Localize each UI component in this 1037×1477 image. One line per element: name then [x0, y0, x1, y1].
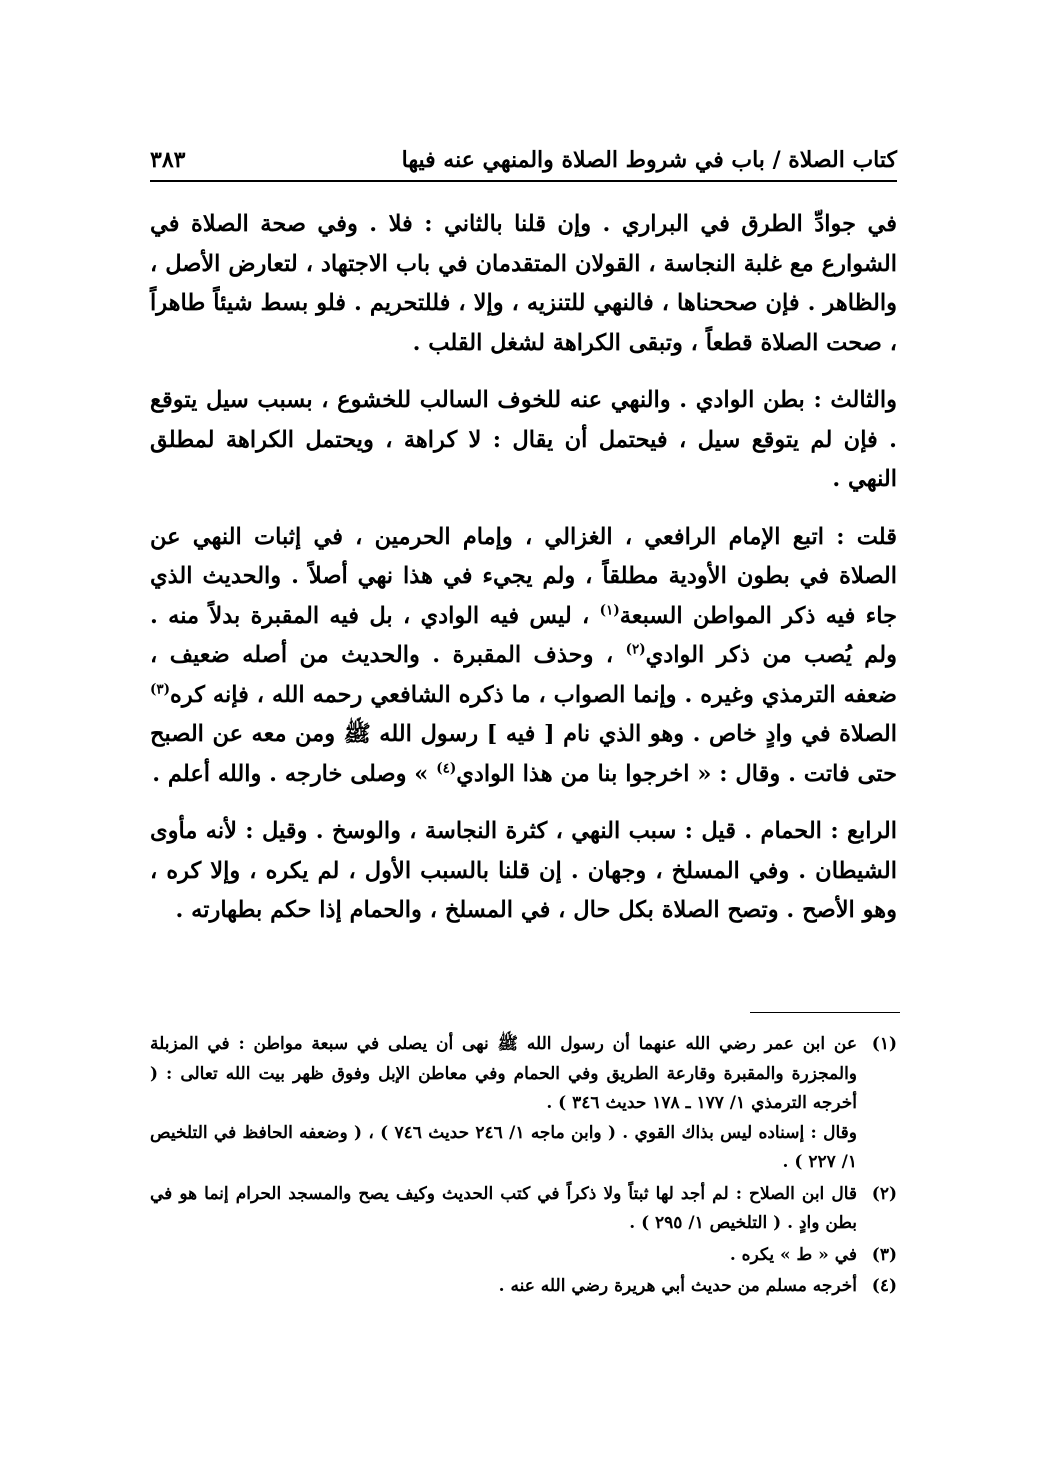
paragraph-4-text: الحمام . قيل : سبب النهي ، كثرة النجاسة ، والوسخ . وقيل : لأنه مأوى الشيطان . وفي المسلخ ، وجهان . إن قلنا بالسبب الأول ، لم يكره ، وإلا كره ، وهو الأصح . وتصح الصلاة بكل حال ، في المسلخ ، والحمام إذا حكم بطهارته . — [150, 818, 897, 923]
footnote-item — [150, 1030, 897, 1178]
paragraph-1-text: في جوادِّ الطرق في البراري . وإن قلنا بالثاني : فلا . وفي صحة الصلاة في الشوارع مع غلبة النجاسة ، القولان المتقدمان في باب الاجتهاد ، لتعارض الأصل ، والظاهر . فإن صححناها ، فالنهي للتنزيه ، وإلا ، فللتحريم . فلو بسط شيئاً طاهراً ، صحت الصلاة قطعاً ، وتبقى الكراهة لشغل القلب . — [150, 211, 897, 356]
footnote-number: (٢) — [871, 1183, 897, 1204]
footnote-item — [150, 1180, 897, 1239]
footnote-divider — [750, 1012, 900, 1013]
footnote-item — [150, 1272, 897, 1302]
running-title: كتاب الصلاة / باب في شروط الصلاة والمنهي عنه فيها — [401, 147, 897, 173]
paragraph-2-text: بطن الوادي . والنهي عنه للخوف السالب للخشوع ، بسبب سيل يتوقع . فإن لم يتوقع سيل ، فيحتمل أن يقال : لا كراهة ، ويحتمل الكراهة لمطلق النهي . — [150, 387, 897, 492]
footnote-item — [150, 1241, 897, 1271]
paragraph-3-text-d: الصلاة في وادٍ خاص . وهو الذي نام [ فيه ] رسول الله ﷺ ومن معه عن الصبح حتى فاتت . وقال : « اخرجوا بنا من هذا الوادي — [150, 721, 897, 787]
footnote-body — [150, 1180, 857, 1239]
paragraph-1 — [150, 205, 897, 363]
page-header — [150, 140, 897, 180]
footnote-text: أخرجه مسلم من حديث أبي هريرة رضي الله عنه . — [498, 1276, 857, 1296]
paragraph-2 — [150, 381, 897, 500]
header-divider — [150, 180, 897, 182]
footnote-number: (٤) — [871, 1276, 897, 1296]
footnote-ref-2[interactable]: (٢) — [625, 641, 646, 658]
footnotes — [150, 1030, 897, 1304]
paragraph-3-lead: قلت : — [836, 523, 897, 550]
paragraph-4 — [150, 812, 897, 931]
footnote-text: في « ط » يكره . — [729, 1244, 857, 1265]
main-text — [150, 205, 897, 949]
footnote-ref-3[interactable]: (٣) — [150, 681, 171, 697]
footnote-body — [150, 1272, 857, 1302]
footnote-ref-1[interactable]: (١) — [599, 602, 620, 618]
paragraph-3-text-c: ، وحذف المقبرة . والحديث من أصله ضعيف ، ضعفه الترمذي وغيره . وإنما الصواب ، ما ذكره الشافعي رحمه الله ، فإنه كره — [150, 642, 897, 708]
footnote-text: عن ابن عمر رضي الله عنهما أن رسول الله ﷺ نهى أن يصلى في سبعة مواطن : في المزبلة والمجزرة والمقبرة وقارعة الطريق وفي الحمام وفي معاطن الإبل وفوق ظهر بيت الله تعالى : ( أخرجه الترمذي ١/ ١٧٧ ـ ١٧٨ حديث ٣٤٦ ) . — [150, 1034, 857, 1113]
paragraph-3-text-b: ، ليس فيه الوادي ، بل فيه المقبرة بدلاً منه . ولم يُصب من ذكر الوادي — [150, 602, 897, 668]
footnote-number: (٣) — [871, 1244, 897, 1265]
page-number: ٣٨٣ — [150, 147, 186, 173]
footnote-body — [150, 1241, 857, 1271]
footnote-text: قال ابن الصلاح : لم أجد لها ثبتاً ولا ذكراً في كتب الحديث وكيف يصح والمسجد الحرام إنما هو في بطن وادٍ . ( التلخيص ١/ ٢٩٥ ) . — [150, 1183, 857, 1233]
footnote-body — [150, 1030, 857, 1178]
paragraph-2-lead: والثالث : — [813, 387, 897, 413]
paragraph-4-lead: الرابع : — [830, 818, 897, 844]
paragraph-3-text-a: اتبع الإمام الرافعي ، الغزالي ، وإمام الحرمين ، في إثبات النهي عن الصلاة في بطون الأودية مطلقاً ، ولم يجيء في هذا نهي أصلاً . والحديث الذي جاء فيه ذكر المواطن السبعة — [150, 523, 897, 629]
footnote-ref-4[interactable]: (٤) — [436, 760, 457, 776]
paragraph-3-text-e: » وصلى خارجه . والله أعلم . — [152, 760, 437, 787]
paragraph-3 — [150, 518, 897, 795]
footnote-text: وقال : إسناده ليس بذاك القوي . ( وابن ماجه ١/ ٢٤٦ حديث ٧٤٦ ) ، ( وضعفه الحافظ في التلخيص ١/ ٢٢٧ ) . — [150, 1122, 857, 1172]
footnote-number: (١) — [871, 1034, 897, 1054]
